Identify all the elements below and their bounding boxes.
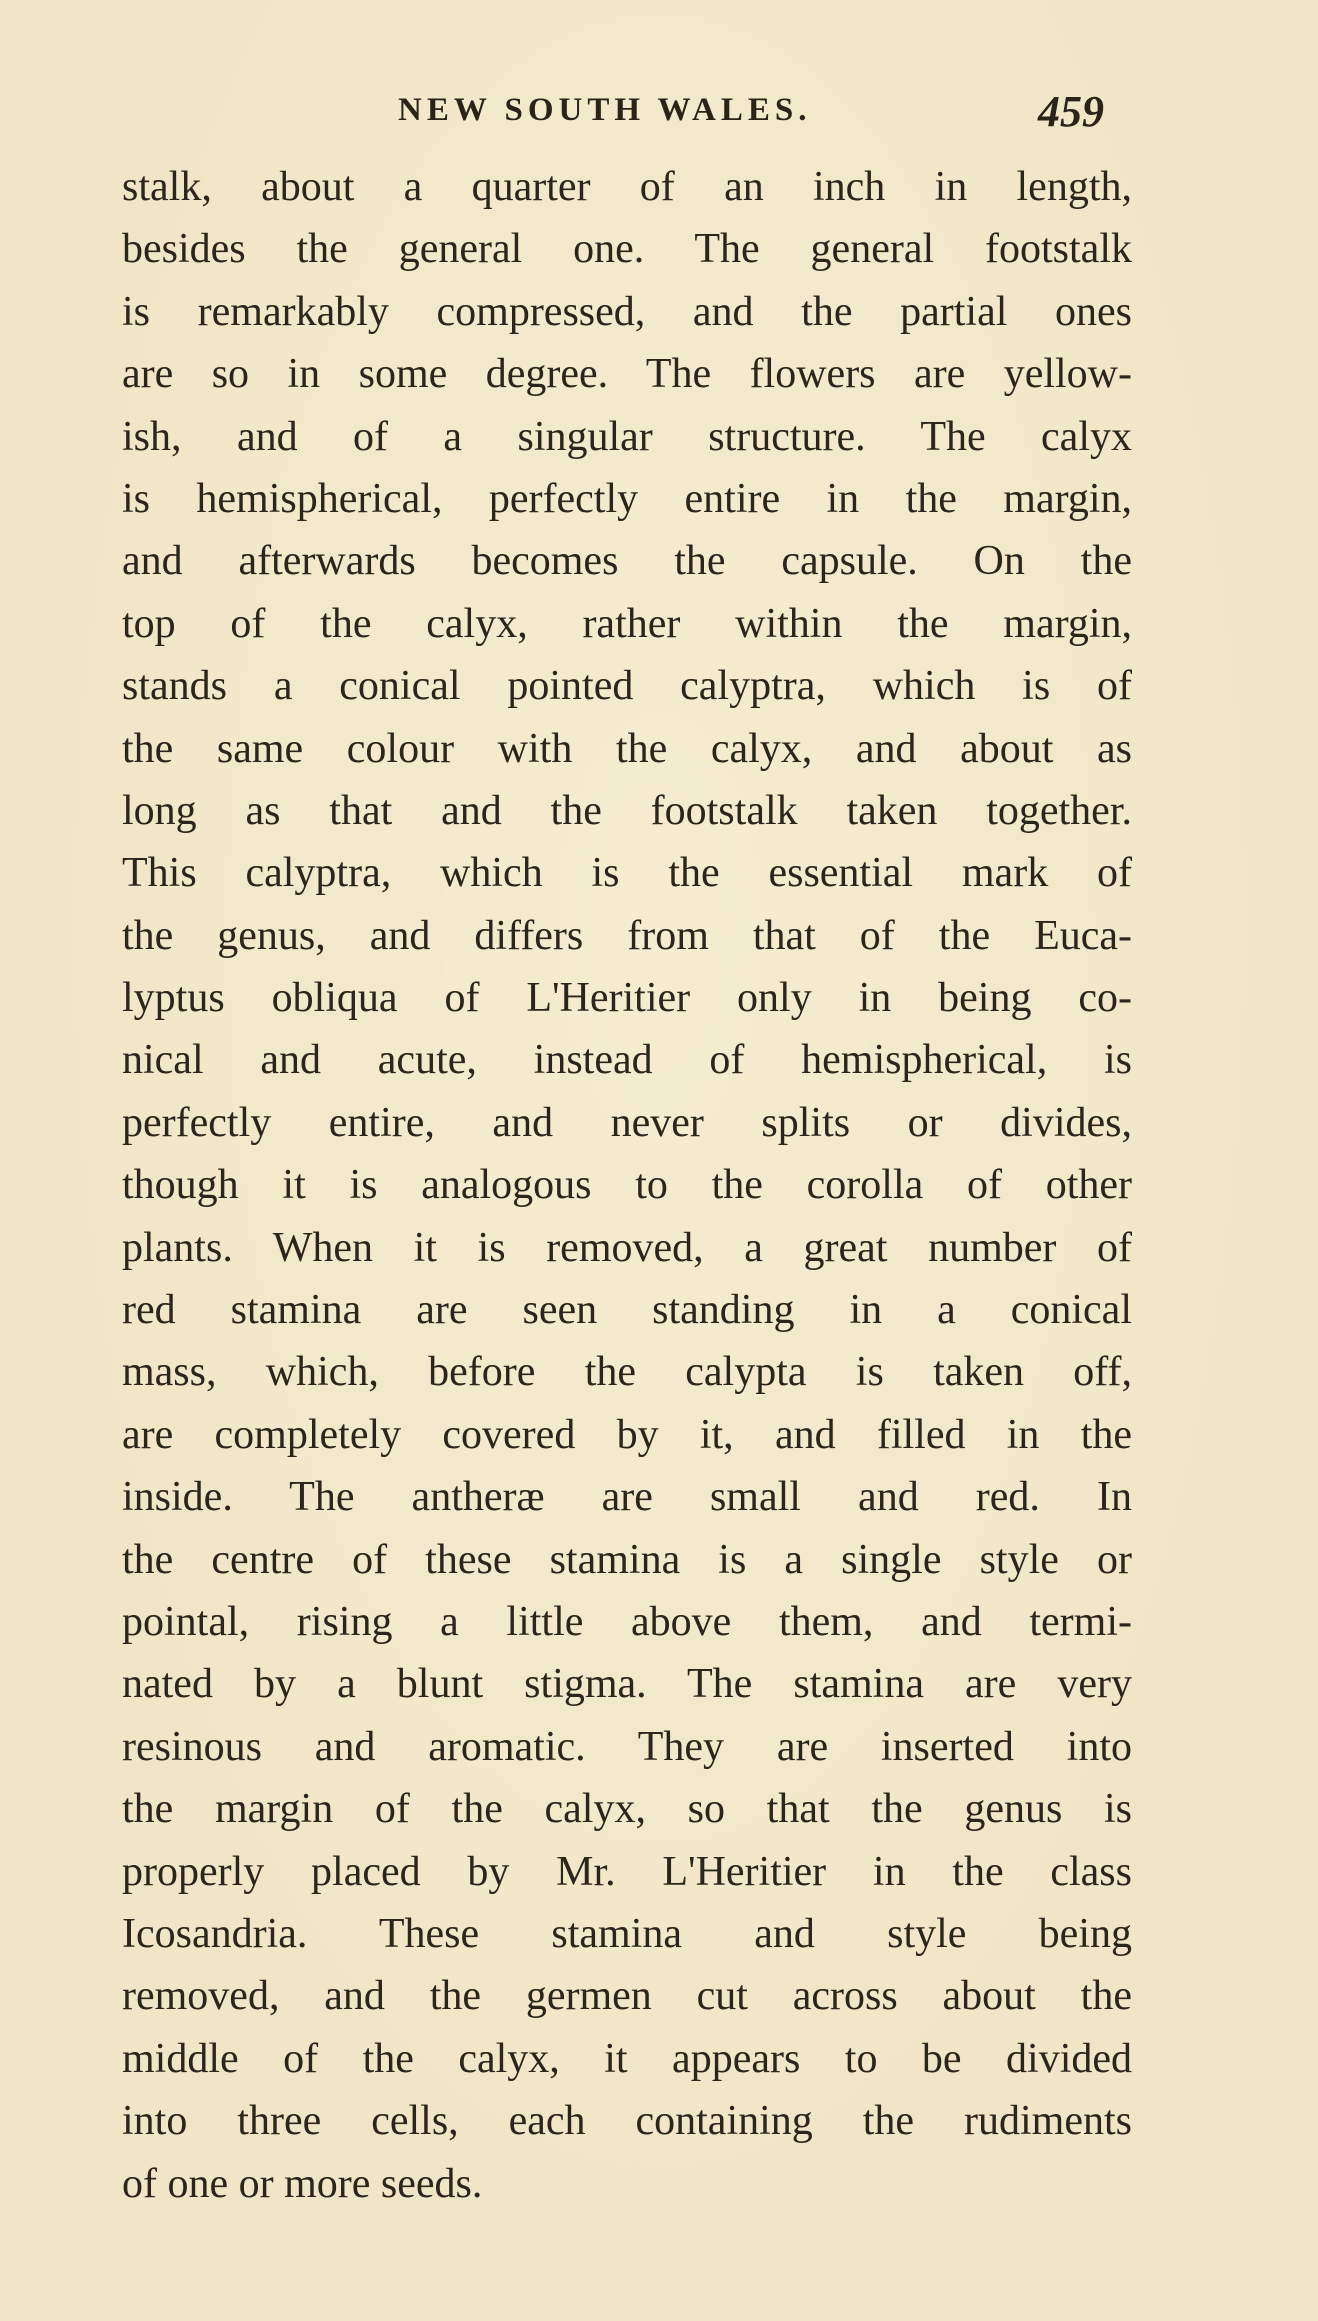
text-line: removed, and the germen cut across about the (122, 1973, 1132, 2020)
text-line: the same colour with the calyx, and about as (122, 725, 1132, 772)
text-line: the centre of these stamina is a single style or (122, 1536, 1132, 1583)
text-line: red stamina are seen standing in a conical (122, 1287, 1132, 1334)
text-line: the margin of the calyx, so that the genus is (122, 1786, 1132, 1833)
text-line: stalk, about a quarter of an inch in length, (122, 164, 1132, 210)
running-head: NEW SOUTH WALES. (398, 92, 812, 128)
text-line: mass, which, before the calypta is taken off, (122, 1349, 1132, 1396)
text-line: are completely covered by it, and filled in the (122, 1411, 1132, 1458)
page-header (0, 87, 1318, 152)
page-number: 459 (1038, 87, 1104, 136)
text-line: though it is analogous to the corolla of other (122, 1162, 1132, 1209)
text-line: plants. When it is removed, a great number of (122, 1224, 1132, 1271)
text-line: perfectly entire, and never splits or divides, (122, 1099, 1132, 1146)
text-line: This calyptra, which is the essential mark of (122, 850, 1132, 897)
text-line: is hemispherical, perfectly entire in the margin, (122, 475, 1132, 522)
text-line: resinous and aromatic. They are inserted into (122, 1723, 1132, 1770)
text-line: top of the calyx, rather within the margin, (122, 600, 1132, 647)
text-line: nical and acute, instead of hemispherical, is (122, 1037, 1132, 1084)
text-line: stands a conical pointed calyptra, which is of (122, 663, 1132, 710)
text-line: the genus, and differs from that of the Euca- (122, 912, 1132, 959)
text-line: besides the general one. The general footstalk (122, 226, 1132, 273)
body-text (122, 156, 1132, 2215)
text-line: is remarkably compressed, and the partial ones (122, 288, 1132, 335)
text-line: pointal, rising a little above them, and termi- (122, 1598, 1132, 1645)
text-line: long as that and the footstalk taken together. (122, 787, 1132, 834)
text-line: Icosandria. These stamina and style being (122, 1910, 1132, 1957)
text-line: nated by a blunt stigma. The stamina are very (122, 1661, 1132, 1708)
text-line: properly placed by Mr. L'Heritier in the class (122, 1848, 1132, 1895)
text-line: middle of the calyx, it appears to be divided (122, 2035, 1132, 2082)
text-line: and afterwards becomes the capsule. On the (122, 538, 1132, 585)
text-line: ish, and of a singular structure. The calyx (122, 413, 1132, 460)
text-line: inside. The antheræ are small and red. In (122, 1474, 1132, 1521)
text-line: lyptus obliqua of L'Heritier only in being co- (122, 975, 1132, 1022)
text-line: of one or more seeds. (122, 2160, 483, 2207)
text-line: into three cells, each containing the rudiments (122, 2098, 1132, 2145)
text-line: are so in some degree. The flowers are yellow- (122, 351, 1132, 398)
